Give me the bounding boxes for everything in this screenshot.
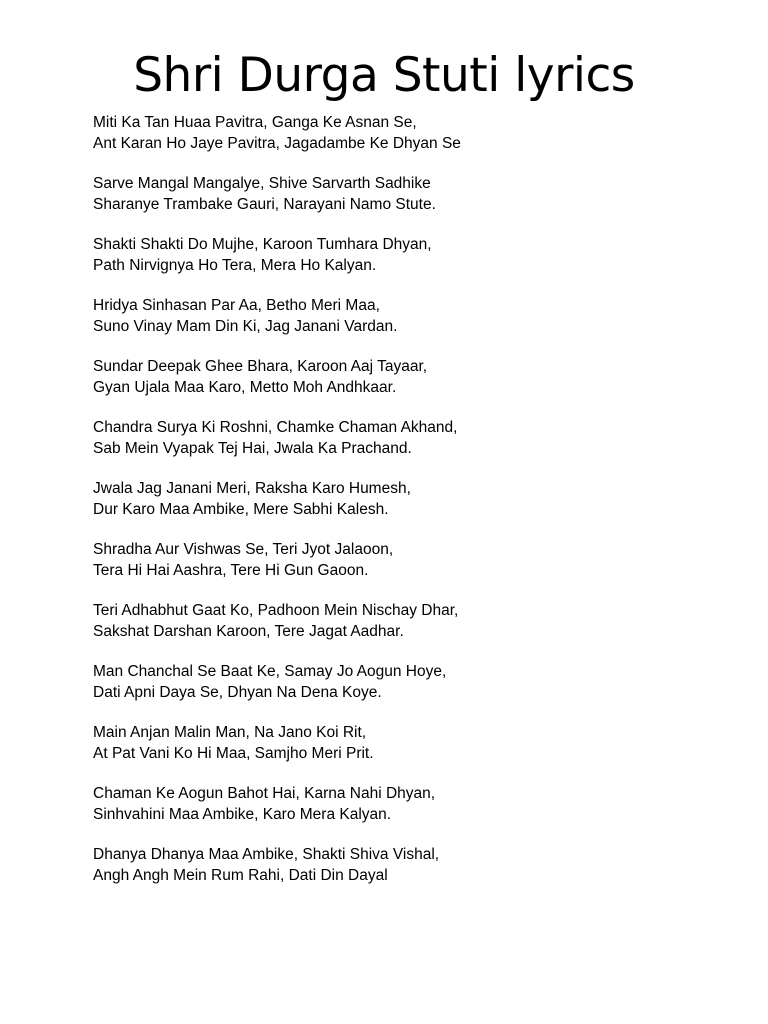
- stanza: [93, 478, 733, 539]
- verse-line: Dati Apni Daya Se, Dhyan Na Dena Koye.: [93, 684, 382, 701]
- verse-line: Dur Karo Maa Ambike, Mere Sabhi Kalesh.: [93, 501, 389, 518]
- verse-line: Shradha Aur Vishwas Se, Teri Jyot Jalaoon,: [93, 541, 394, 558]
- stanza: [93, 417, 733, 478]
- verse-line: Sab Mein Vyapak Tej Hai, Jwala Ka Prachand.: [93, 440, 412, 457]
- page-title: Shri Durga Stuti lyrics: [133, 48, 635, 103]
- verse-line: Sarve Mangal Mangalye, Shive Sarvarth Sadhike: [93, 175, 431, 192]
- verse-line: Sakshat Darshan Karoon, Tere Jagat Aadhar.: [93, 623, 404, 640]
- stanza: [93, 295, 733, 356]
- verse-line: Sinhvahini Maa Ambike, Karo Mera Kalyan.: [93, 806, 392, 823]
- verse-line: Chaman Ke Aogun Bahot Hai, Karna Nahi Dhyan,: [93, 785, 436, 802]
- verse-line: Man Chanchal Se Baat Ke, Samay Jo Aogun Hoye,: [93, 663, 447, 680]
- stanza: [93, 722, 733, 783]
- verse-line: Ant Karan Ho Jaye Pavitra, Jagadambe Ke Dhyan Se: [93, 135, 461, 152]
- lyrics-body: [93, 112, 733, 905]
- stanza: [93, 661, 733, 722]
- verse-line: Tera Hi Hai Aashra, Tere Hi Gun Gaoon.: [93, 562, 369, 579]
- verse-line: Sharanye Trambake Gauri, Narayani Namo Stute.: [93, 196, 436, 213]
- verse-line: Main Anjan Malin Man, Na Jano Koi Rit,: [93, 724, 367, 741]
- verse-line: Hridya Sinhasan Par Aa, Betho Meri Maa,: [93, 297, 380, 314]
- verse-line: Jwala Jag Janani Meri, Raksha Karo Humesh,: [93, 480, 411, 497]
- stanza: [93, 173, 733, 234]
- stanza: [93, 234, 733, 295]
- stanza: [93, 112, 733, 173]
- stanza: [93, 600, 733, 661]
- verse-line: At Pat Vani Ko Hi Maa, Samjho Meri Prit.: [93, 745, 374, 762]
- verse-line: Path Nirvignya Ho Tera, Mera Ho Kalyan.: [93, 257, 377, 274]
- stanza: [93, 356, 733, 417]
- verse-line: Shakti Shakti Do Mujhe, Karoon Tumhara Dhyan,: [93, 236, 432, 253]
- verse-line: Suno Vinay Mam Din Ki, Jag Janani Vardan.: [93, 318, 398, 335]
- stanza: [93, 539, 733, 600]
- verse-line: Sundar Deepak Ghee Bhara, Karoon Aaj Tayaar,: [93, 358, 428, 375]
- verse-line: Chandra Surya Ki Roshni, Chamke Chaman Akhand,: [93, 419, 458, 436]
- verse-line: Teri Adhabhut Gaat Ko, Padhoon Mein Nischay Dhar,: [93, 602, 459, 619]
- verse-line: Gyan Ujala Maa Karo, Metto Moh Andhkaar.: [93, 379, 397, 396]
- verse-line: Miti Ka Tan Huaa Pavitra, Ganga Ke Asnan Se,: [93, 114, 417, 131]
- stanza: [93, 844, 733, 905]
- verse-line: Angh Angh Mein Rum Rahi, Dati Din Dayal: [93, 867, 388, 884]
- verse-line: Dhanya Dhanya Maa Ambike, Shakti Shiva Vishal,: [93, 846, 440, 863]
- stanza: [93, 783, 733, 844]
